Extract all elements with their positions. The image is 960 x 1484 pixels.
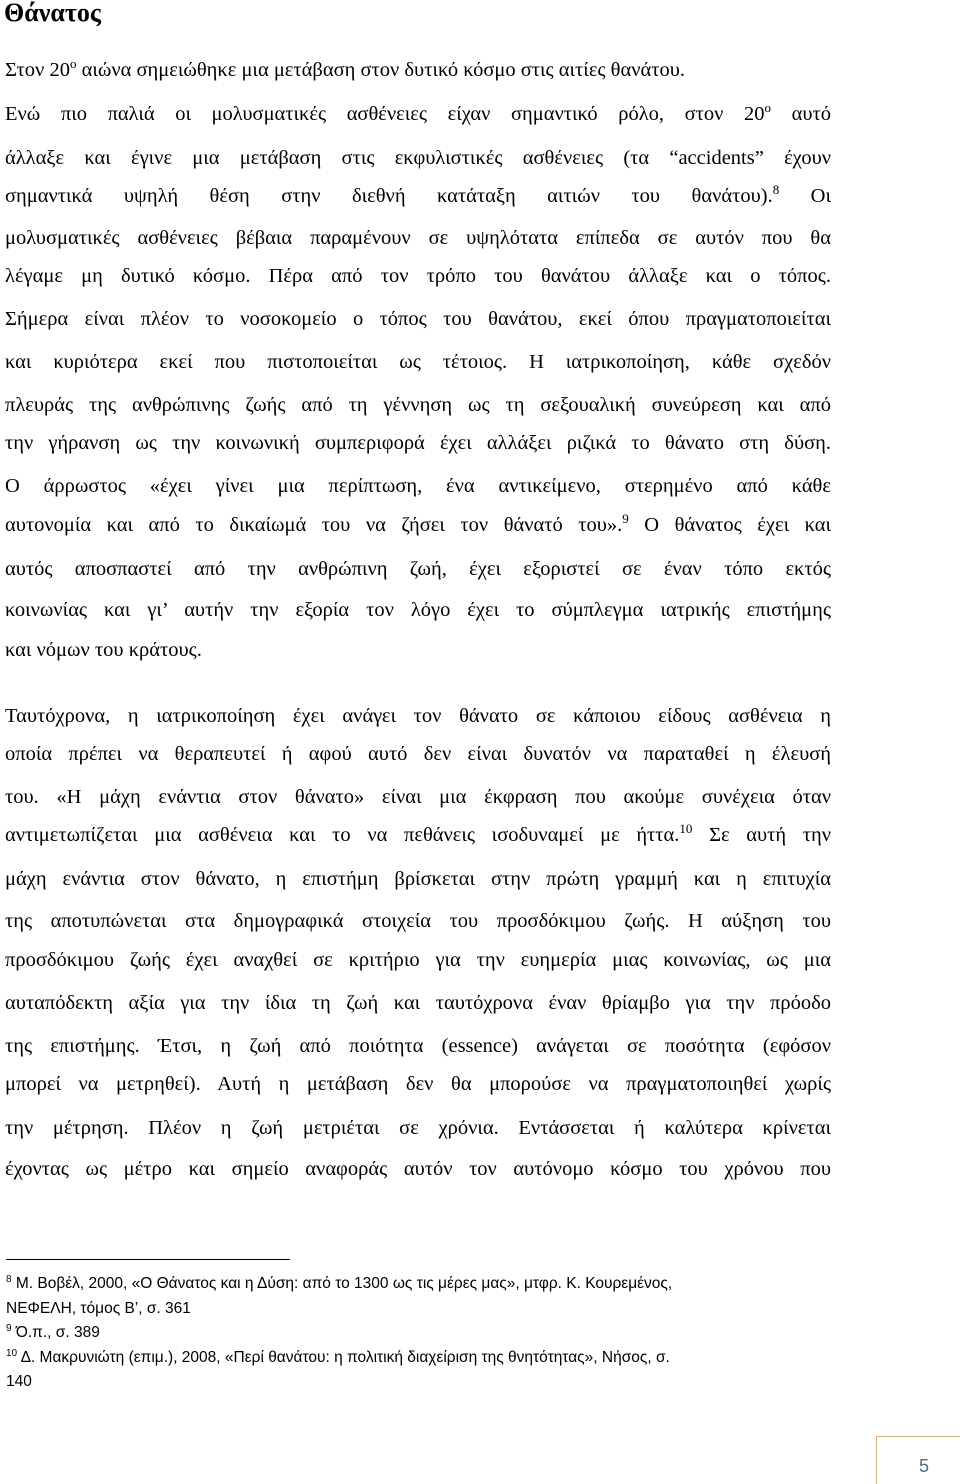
section-heading: Θάνατος xyxy=(4,0,101,27)
paragraph-line: άλλαξε και έγινε μια μετάβαση στις εκφυλιστικές ασθένειες (τα “accidents” έχουν xyxy=(5,147,831,169)
paragraph-line: του. «Η μάχη ενάντια στον θάνατο» είναι μια έκφραση που ακούμε συνέχεια όταν xyxy=(5,786,831,808)
paragraph-line: Ο άρρωστος «έχει γίνει μια περίπτωση, ένα αντικείμενο, στερημένο από κάθε xyxy=(5,475,831,497)
paragraph-line: μάχη ενάντια στον θάνατο, η επιστήμη βρίσκεται στην πρώτη γραμμή και η επιτυχία xyxy=(5,868,831,890)
paragraph-line: μπορεί να μετρηθεί). Αυτή η μετάβαση δεν θα μπορούσε να πραγματοποιηθεί χωρίς xyxy=(5,1073,831,1095)
paragraph-line: οποία πρέπει να θεραπευτεί ή αφού αυτό δεν είναι δυνατόν να παραταθεί η έλευσή xyxy=(5,743,831,765)
paragraph-line: της επιστήμης. Έτσι, η ζωή από ποιότητα (essence) ανάγεται σε ποσότητα (εφόσον xyxy=(5,1035,831,1057)
paragraph-line: Στον $20^o$ αιώνα σημειώθηκε μια μετάβαση στον δυτικό κόσμο στις αιτίες θανάτου. xyxy=(5,56,685,81)
paragraph-line: Ενώ πιο παλιά οι μολυσματικές ασθένειες είχαν σημαντικό ρόλο, στον $20^o$ αυτό xyxy=(5,100,831,125)
paragraph-line: λέγαμε μη δυτικό κόσμο. Πέρα από τον τρόπο του θανάτου άλλαξε και ο τόπος. xyxy=(5,265,831,287)
paragraph-line: και νόμων του κράτους. xyxy=(5,639,202,661)
page-number: 5 xyxy=(919,1456,930,1476)
paragraph-line: και κυριότερα εκεί που πιστοποιείται ως τέτοιος. Η ιατρικοποίηση, κάθε σχεδόν xyxy=(5,351,831,373)
paragraph-line: κοινωνίας και γι’ αυτήν την εξορία τον λόγο έχει το σύμπλεγμα ιατρικής επιστήμης xyxy=(5,599,831,621)
paragraph-line: της αποτυπώνεται στα δημογραφικά στοιχεία του προσδόκιμου ζωής. Η αύξηση του xyxy=(5,910,831,932)
paragraph-line: αυτονομία και από το δικαίωμά του να ζήσει τον θάνατό του».$^9$ Ο θάνατος έχει και xyxy=(5,511,831,536)
footnote: $^9$ Ό.π., σ. 389 xyxy=(6,1322,100,1341)
paragraph-line: σημαντικά υψηλή θέση στην διεθνή κατάταξη αιτιών του θανάτου).$^8$ Οι xyxy=(5,182,831,207)
footnote: $^{10}$ Δ. Μακρυνιώτη (επιμ.), 2008, «Περί θανάτου: η πολιτική διαχείριση της θνητότητας», Νήσος, σ. xyxy=(6,1347,670,1366)
page-number-frame xyxy=(876,1436,960,1484)
paragraph-line: προσδόκιμου ζωής έχει αναχθεί σε κριτήριο για την ευημερία μιας κοινωνίας, ως μια xyxy=(5,949,831,971)
footnote-separator xyxy=(6,1259,290,1260)
footnote: ΝΕΦΕΛΗ, τόμος Β’, σ. 361 xyxy=(6,1300,191,1317)
paragraph-line: την μέτρηση. Πλέον η ζωή μετριέται σε χρόνια. Εντάσσεται ή καλύτερα κρίνεται xyxy=(5,1117,831,1139)
paragraph-line: έχοντας ως μέτρο και σημείο αναφοράς αυτόν τον αυτόνομο κόσμο του χρόνου που xyxy=(5,1158,831,1180)
footnote: $^8$ Μ. Βοβέλ, 2000, «Ο Θάνατος και η Δύση: από το 1300 ως τις μέρες μας», μτφρ. Κ. Κουρεμένος, xyxy=(6,1273,673,1292)
paragraph-line: αυταπόδεκτη αξία για την ίδια τη ζωή και ταυτόχρονα έναν θρίαμβο για την πρόοδο xyxy=(5,992,831,1014)
paragraph-line: πλευράς της ανθρώπινης ζωής από τη γέννηση ως τη σεξουαλική συνεύρεση και από xyxy=(5,394,831,416)
paragraph-line: την γήρανση ως την κοινωνική συμπεριφορά έχει αλλάξει ριζικά το θάνατο στη δύση. xyxy=(5,432,831,454)
paragraph-line: Ταυτόχρονα, η ιατρικοποίηση έχει ανάγει τον θάνατο σε κάποιου είδους ασθένεια η xyxy=(5,705,831,727)
paragraph-line: Σήμερα είναι πλέον το νοσοκομείο ο τόπος του θανάτου, εκεί όπου πραγματοποιείται xyxy=(5,308,831,330)
paragraph-line: μολυσματικές ασθένειες βέβαια παραμένουν σε υψηλότατα επίπεδα σε αυτόν που θα xyxy=(5,227,831,249)
footnote: 140 xyxy=(6,1373,32,1390)
paragraph-line: αυτός αποσπαστεί από την ανθρώπινη ζωή, έχει εξοριστεί σε έναν τόπο εκτός xyxy=(5,558,831,580)
paragraph-line: αντιμετωπίζεται μια ασθένεια και το να πεθάνεις ισοδυναμεί με ήττα.$^{10}$ Σε αυτή την xyxy=(5,821,831,846)
